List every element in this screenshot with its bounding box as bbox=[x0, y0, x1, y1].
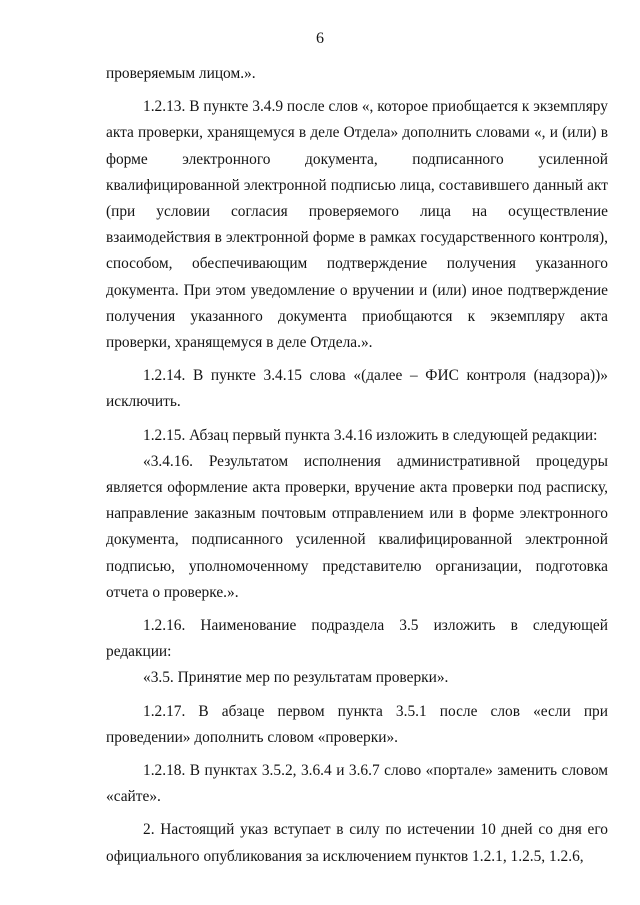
paragraph-1-2-17: 1.2.17. В абзаце первом пункта 3.5.1 после слов «если при проведении» дополнить словом «проверки». bbox=[106, 702, 608, 746]
document-body bbox=[106, 61, 608, 870]
paragraph-2-effective-date: 2. Настоящий указ вступает в силу по истечении 10 дней со дня его официального опубликования за исключением пунктов 1.2.1, 1.2.5, 1.2.6, bbox=[106, 821, 608, 865]
paragraph-1-2-13: 1.2.13. В пункте 3.4.9 после слов «, которое приобщается к экземпляру акта проверки, хранящемуся в деле Отдела» дополнить словами «, и (или) в форме электронного документа, подписанного усиленной квалифицированной электронной подписью лица, составившего данный акт (при условии согласия проверяемого лица на осуществление взаимодействия в электронной форме в рамках государственного контроля), способом, обеспечивающим подтверждение получения указанного документа. При этом уведомление о вручении и (или) иное подтверждение получения указанного документа приобщаются к экземпляру акта проверки, хранящемуся в деле Отдела.». bbox=[106, 98, 608, 352]
paragraph-quote-3-4-16: «3.4.16. Результатом исполнения административной процедуры является оформление акта проверки, вручение акта проверки под расписку, направление заказным почтовым отправлением или в форме электронного документа, подписанного усиленной квалифицированной электронной подписью, уполномоченному представителю организации, подготовка отчета о проверке.». bbox=[106, 452, 608, 601]
paragraph-1-2-14: 1.2.14. В пункте 3.4.15 слова «(далее – ФИС контроля (надзора))» исключить. bbox=[106, 367, 608, 411]
paragraph-1-2-15: 1.2.15. Абзац первый пункта 3.4.16 изложить в следующей редакции: bbox=[143, 426, 598, 444]
page-number: 6 bbox=[316, 30, 324, 47]
paragraph-continuation: проверяемым лицом.». bbox=[106, 65, 256, 82]
paragraph-1-2-18: 1.2.18. В пунктах 3.5.2, 3.6.4 и 3.6.7 слово «портале» заменить словом «сайте». bbox=[106, 762, 608, 806]
paragraph-quote-3-5: «3.5. Принятие мер по результатам проверки». bbox=[143, 669, 449, 687]
paragraph-1-2-16: 1.2.16. Наименование подраздела 3.5 изложить в следующей редакции: bbox=[106, 617, 608, 661]
